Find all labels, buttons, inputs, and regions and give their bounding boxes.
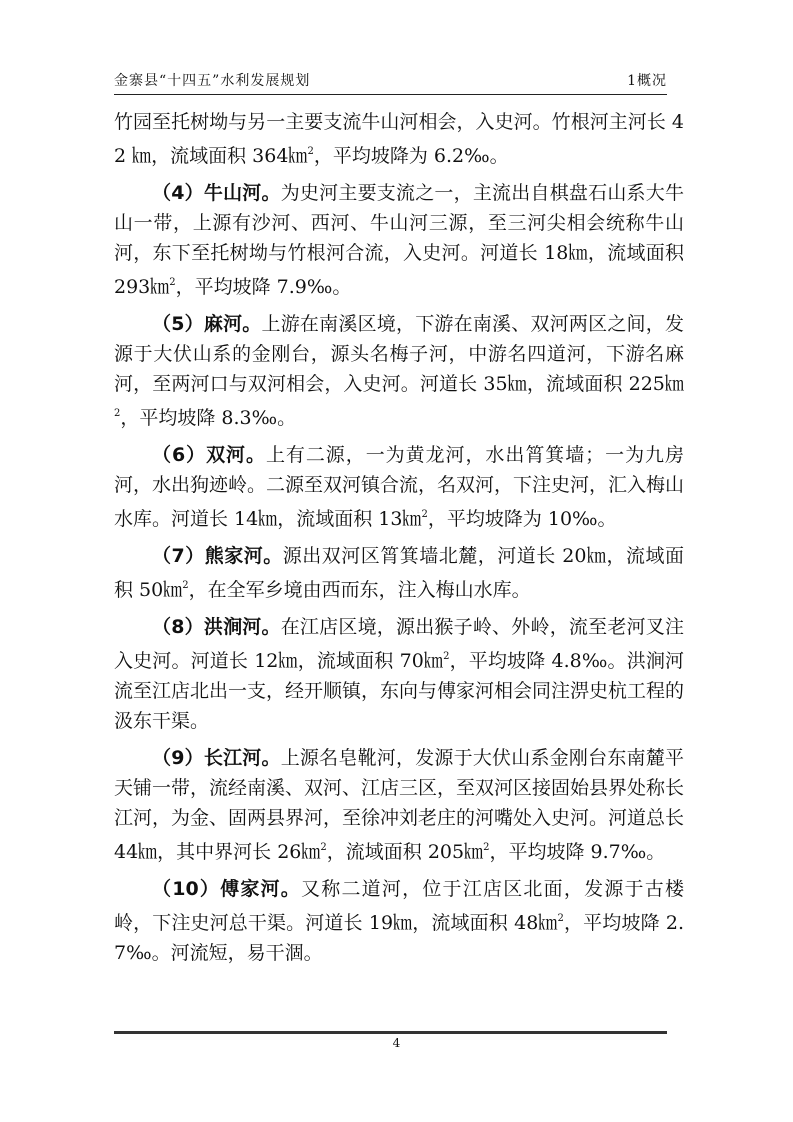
paragraph-heading: （8）洪涧河。 xyxy=(152,616,281,638)
paragraph-tail: ，平均坡降 8.3‰。 xyxy=(120,407,297,429)
page-number: 4 xyxy=(392,1036,401,1050)
superscript: 2 xyxy=(182,580,189,591)
superscript: 2 xyxy=(483,842,490,853)
paragraph-ma-river xyxy=(114,309,684,433)
paragraph-text: 竹园至托树坳与另一主要支流牛山河相会，入史河。竹根河主河长 42 ㎞，流域面积 364㎞ xyxy=(114,111,684,167)
superscript: 2 xyxy=(443,651,450,662)
footer-divider xyxy=(114,1031,667,1034)
paragraph-heading: （10）傅家河。 xyxy=(152,878,301,900)
paragraph-text: 上源名皂靴河，发源于大伏山系金刚台东南麓平天铺一带，流经南溪、双河、江店三区，至双河区接固始县界处称长江河，为金、固两县界河，至徐冲刘老庄的河嘴处入史河。河道总长 44㎞，其中界河长 26㎞ xyxy=(114,747,685,863)
paragraph-tail: ，平均坡降为 6.2‰。 xyxy=(313,145,509,167)
paragraph-shuang-river xyxy=(114,440,684,534)
paragraph-heading: （4）牛山河。 xyxy=(152,182,281,204)
paragraph-fujia-river xyxy=(114,874,684,968)
body-text xyxy=(114,107,684,975)
paragraph-text: 上有二源，一为黄龙河，水出筲箕墙；一为九房河，水出狗迹岭。二源至双河镇合流，名双河，下注史河，汇入梅山水库。河道长 14㎞，流域面积 13㎞ xyxy=(114,444,685,530)
paragraph-text: 为史河主要支流之一，主流出自棋盘石山系大牛山一带，上源有沙河、西河、牛山河三源，至三河尖相会统称牛山河，东下至托树坳与竹根河合流，入史河。河道长 18㎞，流域面积 293㎞ xyxy=(114,182,684,298)
superscript: 2 xyxy=(557,913,564,924)
superscript: 2 xyxy=(421,509,428,520)
paragraph-heading: （5）麻河。 xyxy=(152,313,262,335)
superscript: 2 xyxy=(307,146,314,157)
paragraph-continuation xyxy=(114,107,684,171)
paragraph-xiongjia-river xyxy=(114,541,684,605)
header-title: 金寨县“十四五”水利发展规划 xyxy=(114,73,311,89)
superscript: 2 xyxy=(114,408,121,419)
paragraph-niushan-river xyxy=(114,178,684,302)
superscript: 2 xyxy=(320,842,327,853)
paragraph-text: 上游在南溪区境，下游在南溪、双河两区之间，发源于大伏山系的金刚台，源头名梅子河，中游名四道河，下游名麻河，至两河口与双河相会，入史河。河道长 35㎞，流域面积 225㎞ xyxy=(114,313,684,395)
paragraph-tail: ，在全军乡境由西而东，注入梅山水库。 xyxy=(188,579,531,601)
running-header xyxy=(114,70,667,92)
paragraph-text: 在江店区境，源出猴子岭、外岭，流至老河叉注入史河。河道长 12㎞，流域面积 70㎞ xyxy=(114,616,684,672)
paragraph-hongjian-river xyxy=(114,612,684,736)
paragraph-tail: ，平均坡降为 10‰。 xyxy=(427,508,617,530)
paragraph-tail: ，平均坡降 9.7‰。 xyxy=(489,841,666,863)
header-divider xyxy=(114,94,667,95)
paragraph-tail: ，流域面积 205㎞ xyxy=(326,841,484,863)
paragraph-heading: （9）长江河。 xyxy=(152,747,281,769)
paragraph-tail: ，平均坡降 4.8‰。洪涧河流至江店北出一支，经开顺镇，东向与傅家河相会同注淠史杭工程的汲东干渠。 xyxy=(114,650,685,732)
paragraph-heading: （6）双河。 xyxy=(152,444,266,466)
paragraph-tail: ，平均坡降 2.7‰。河流短，易干涸。 xyxy=(114,912,684,964)
paragraph-text: 源出双河区筲箕墙北麓，河道长 20㎞，流域面积 50㎞ xyxy=(114,545,684,601)
header-section: 1概况 xyxy=(627,73,667,89)
paragraph-heading: （7）熊家河。 xyxy=(152,545,283,567)
paragraph-changjiang-river xyxy=(114,743,684,867)
paragraph-text: 又称二道河，位于江店区北面，发源于古楼岭，下注史河总干渠。河道长 19㎞，流域面积 48㎞ xyxy=(114,878,684,934)
paragraph-tail: ，平均坡降 7.9‰。 xyxy=(175,276,352,298)
superscript: 2 xyxy=(169,277,176,288)
